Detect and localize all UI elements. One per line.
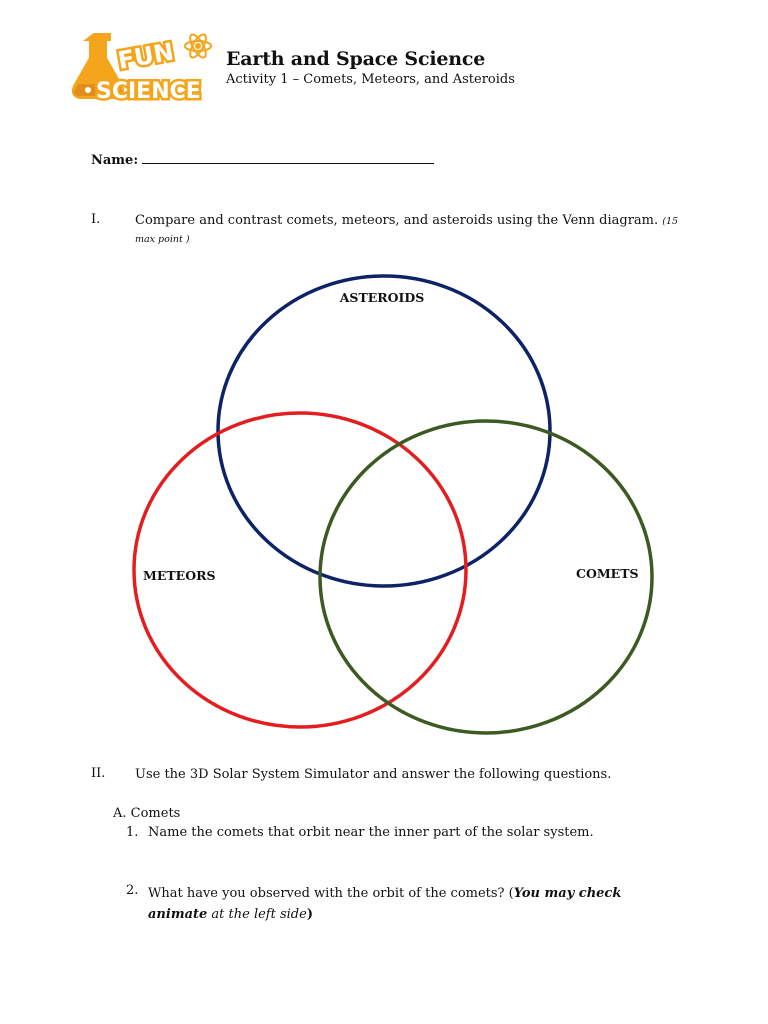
question-2-text bbox=[148, 883, 683, 925]
question-2-text-start: What have you observed with the orbit of the comets? ( bbox=[148, 886, 514, 901]
subsection-a-label: A. Comets bbox=[113, 806, 181, 821]
page-title: Earth and Space Science bbox=[226, 48, 486, 70]
logo-text-science: SCIENCE bbox=[96, 79, 201, 104]
logo-text-fun: FUN bbox=[115, 37, 176, 75]
page-subtitle: Activity 1 – Comets, Meteors, and Asteroids bbox=[226, 72, 515, 87]
section-1-text: Compare and contrast comets, meteors, and asteroids using the Venn diagram. bbox=[135, 213, 659, 228]
name-label: Name: bbox=[91, 153, 139, 168]
section-1-numeral: I. bbox=[91, 212, 101, 227]
asteroids-label: ASTEROIDS bbox=[339, 290, 425, 305]
section-2-instruction: Use the 3D Solar System Simulator and answer the following questions. bbox=[135, 767, 612, 782]
question-1-number: 1. bbox=[126, 825, 139, 840]
question-2-hint-start: You may check bbox=[513, 886, 622, 901]
question-1-text: Name the comets that orbit near the inner part of the solar system. bbox=[148, 825, 594, 840]
section-1-points-note: (15 max point ) bbox=[135, 216, 679, 245]
comets-label: COMETS bbox=[576, 566, 639, 581]
question-2-text-end: ) bbox=[306, 907, 313, 922]
section-2-numeral: II. bbox=[91, 766, 106, 781]
question-2-number: 2. bbox=[126, 883, 139, 898]
question-2-hint-end: at the left side bbox=[207, 907, 307, 922]
asteroids-circle bbox=[218, 276, 550, 586]
meteors-label: METEORS bbox=[143, 568, 216, 583]
question-2-hint-bold: animate bbox=[148, 907, 208, 922]
